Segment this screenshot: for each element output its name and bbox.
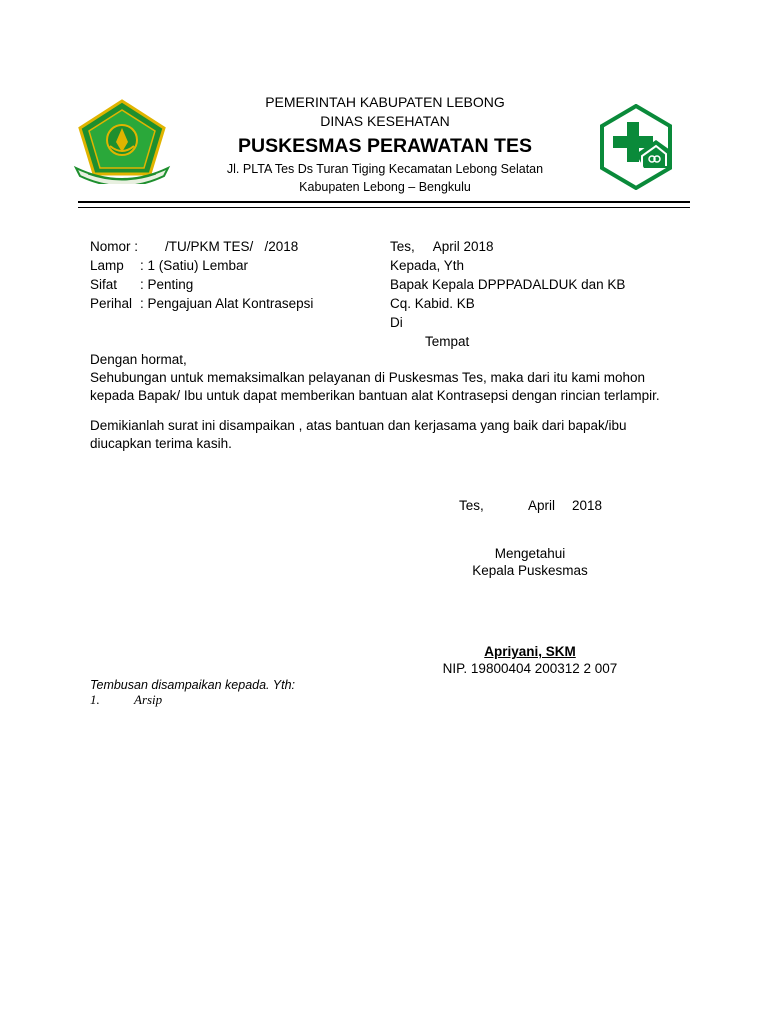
signature-month: April: [528, 498, 556, 513]
recipient-cq: Cq. Kabid. KB: [390, 296, 475, 311]
copy-heading: Tembusan disampaikan kepada. Yth:: [90, 678, 295, 692]
copy-item-number: 1.: [90, 692, 100, 707]
header-address-line2: Kabupaten Lebong – Bengkulu: [299, 180, 471, 194]
paragraph-2-line-1: Demikianlah surat ini disampaikan , atas bantuan dan kerjasama yang baik dari bapak/ibu: [90, 418, 627, 433]
perihal-label: Perihal: [90, 296, 133, 311]
recipient-place: Tempat: [425, 334, 470, 349]
signature-year: 2018: [572, 498, 603, 513]
paragraph-1-line-1: Sehubungan untuk memaksimalkan pelayanan di Puskesmas Tes, maka dari itu kami mohon: [90, 370, 646, 385]
header-title: PUSKESMAS PERAWATAN TES: [238, 135, 532, 157]
copy-item: Arsip: [134, 692, 163, 707]
sifat-label: Sifat: [90, 277, 118, 292]
puskesmas-logo-icon: [596, 104, 676, 190]
lamp-label: Lamp: [90, 258, 124, 273]
recipient-name: Bapak Kepala DPPPADALDUK dan KB: [390, 277, 626, 292]
header-address-line1: Jl. PLTA Tes Ds Turan Tiging Kecamatan Lebong Selatan: [226, 162, 544, 176]
header-divider-thin: [78, 207, 690, 208]
perihal-value: : Pengajuan Alat Kontrasepsi: [140, 296, 314, 311]
nomor-value: /TU/PKM TES/ /2018: [165, 239, 299, 254]
lebong-regency-emblem-icon: [72, 98, 172, 184]
nomor-label: Nomor :: [90, 239, 139, 254]
paragraph-2: [90, 417, 678, 453]
sifat-value: : Penting: [140, 277, 194, 292]
header-department: DINAS KESEHATAN: [320, 113, 450, 129]
recipient-di: Di: [390, 315, 403, 330]
lamp-value: : 1 (Satiu) Lembar: [140, 258, 249, 273]
signature-name: Apriyani, SKM: [484, 644, 576, 659]
paragraph-1-line-2: kepada Bapak/ Ibu untuk dapat memberikan bantuan alat Kontrasepsi dengan rincian terlampir.: [90, 388, 660, 403]
letter-date: Tes, April 2018: [390, 239, 494, 254]
signature-acknowledge: Mengetahui: [494, 546, 566, 561]
signature-nip: NIP. 19800404 200312 2 007: [442, 661, 618, 676]
header-divider-thick: [78, 201, 690, 203]
header-government: PEMERINTAH KABUPATEN LEBONG: [265, 94, 505, 110]
paragraph-2-line-2: diucapkan terima kasih.: [90, 436, 232, 451]
signature-position: Kepala Puskesmas: [472, 563, 588, 578]
signature-place: Tes,: [459, 498, 484, 513]
paragraph-1: [90, 369, 678, 405]
recipient-to: Kepada, Yth: [390, 258, 465, 273]
greeting: Dengan hormat,: [90, 352, 187, 367]
